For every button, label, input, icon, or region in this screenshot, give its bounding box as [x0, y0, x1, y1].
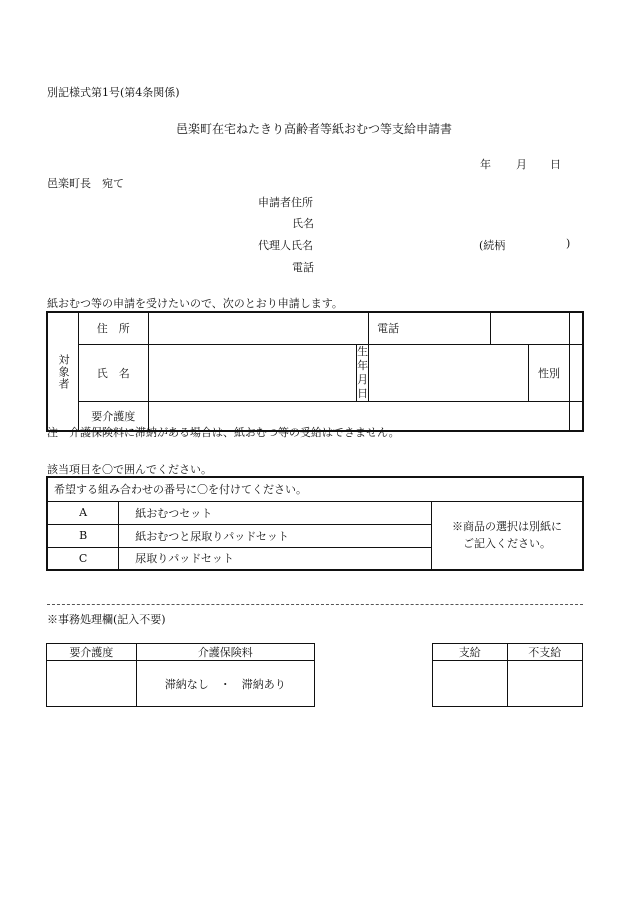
set-label-c: 尿取りパッドセット	[119, 547, 432, 570]
intro-text: 紙おむつ等の申請を受けたいので、次のとおり申請します。	[47, 297, 343, 310]
subject-side-label: 対象者	[56, 353, 70, 390]
relation-close: )	[566, 237, 571, 250]
set-note-cell	[432, 501, 584, 570]
office-premium-status[interactable]: 滞納なし ・ 滞納あり	[136, 661, 314, 707]
subject-phone-label: 電話	[369, 312, 490, 344]
subject-care-label: 要介護度	[78, 401, 148, 431]
office-table-left	[46, 643, 315, 707]
form-number: 別記様式第1号(第4条関係)	[47, 86, 180, 99]
subject-side-cell	[47, 312, 78, 431]
choice-instruction: 該当項目を〇で囲んでください。	[47, 463, 212, 476]
applicant-phone-label: 電話	[292, 261, 314, 274]
subject-sex-field[interactable]	[570, 344, 584, 401]
office-nopay-field[interactable]	[507, 661, 583, 707]
subject-name-label: 氏 名	[78, 344, 148, 401]
office-care-label: 要介護度	[47, 644, 137, 661]
set-table	[46, 476, 584, 571]
applicant-name-label: 氏名	[292, 217, 314, 230]
form-title: 邑楽町在宅ねたきり高齢者等紙おむつ等支給申請書	[176, 122, 453, 136]
subject-birth-label: 生年 月日	[357, 344, 369, 400]
office-premium-label: 介護保険料	[136, 644, 314, 661]
office-pay-field[interactable]	[433, 661, 508, 707]
set-label-a: 紙おむつセット	[119, 501, 432, 524]
date-day: 日	[550, 158, 561, 171]
applicant-address-label: 申請者住所	[258, 196, 313, 209]
office-nopay-label: 不支給	[507, 644, 583, 661]
agent-name-label: 代理人氏名	[258, 239, 313, 252]
cut-line	[47, 604, 583, 605]
set-note-line2: ご記入ください。	[463, 537, 551, 551]
subject-name-field[interactable]	[148, 344, 357, 401]
office-title: ※事務処理欄(記入不要)	[47, 613, 166, 626]
set-code-c[interactable]: C	[47, 547, 119, 570]
subject-phone-field[interactable]	[490, 312, 570, 344]
set-table-header: 希望する組み合わせの番号に〇を付けてください。	[47, 477, 583, 501]
date-year: 年	[480, 158, 491, 171]
relation-open: (続柄	[479, 239, 506, 252]
subject-birth-field[interactable]	[369, 344, 529, 401]
set-note-line1: ※商品の選択は別紙に	[452, 520, 562, 534]
set-code-b[interactable]: B	[47, 524, 119, 547]
set-label-b: 紙おむつと尿取りパッドセット	[119, 524, 432, 547]
office-care-field[interactable]	[47, 661, 137, 707]
date-month: 月	[516, 158, 527, 171]
office-table-right	[432, 643, 583, 707]
office-pay-label: 支給	[433, 644, 508, 661]
set-code-a[interactable]: A	[47, 501, 119, 524]
subject-address-field[interactable]	[148, 312, 369, 344]
subject-table	[46, 311, 584, 432]
premium-note: 注 介護保険料に滞納がある場合は、紙おむつ等の受給はできません。	[47, 426, 400, 439]
addressee: 邑楽町長 宛て	[47, 177, 124, 190]
subject-sex-label: 性別	[529, 344, 570, 401]
subject-address-label: 住 所	[78, 312, 148, 344]
